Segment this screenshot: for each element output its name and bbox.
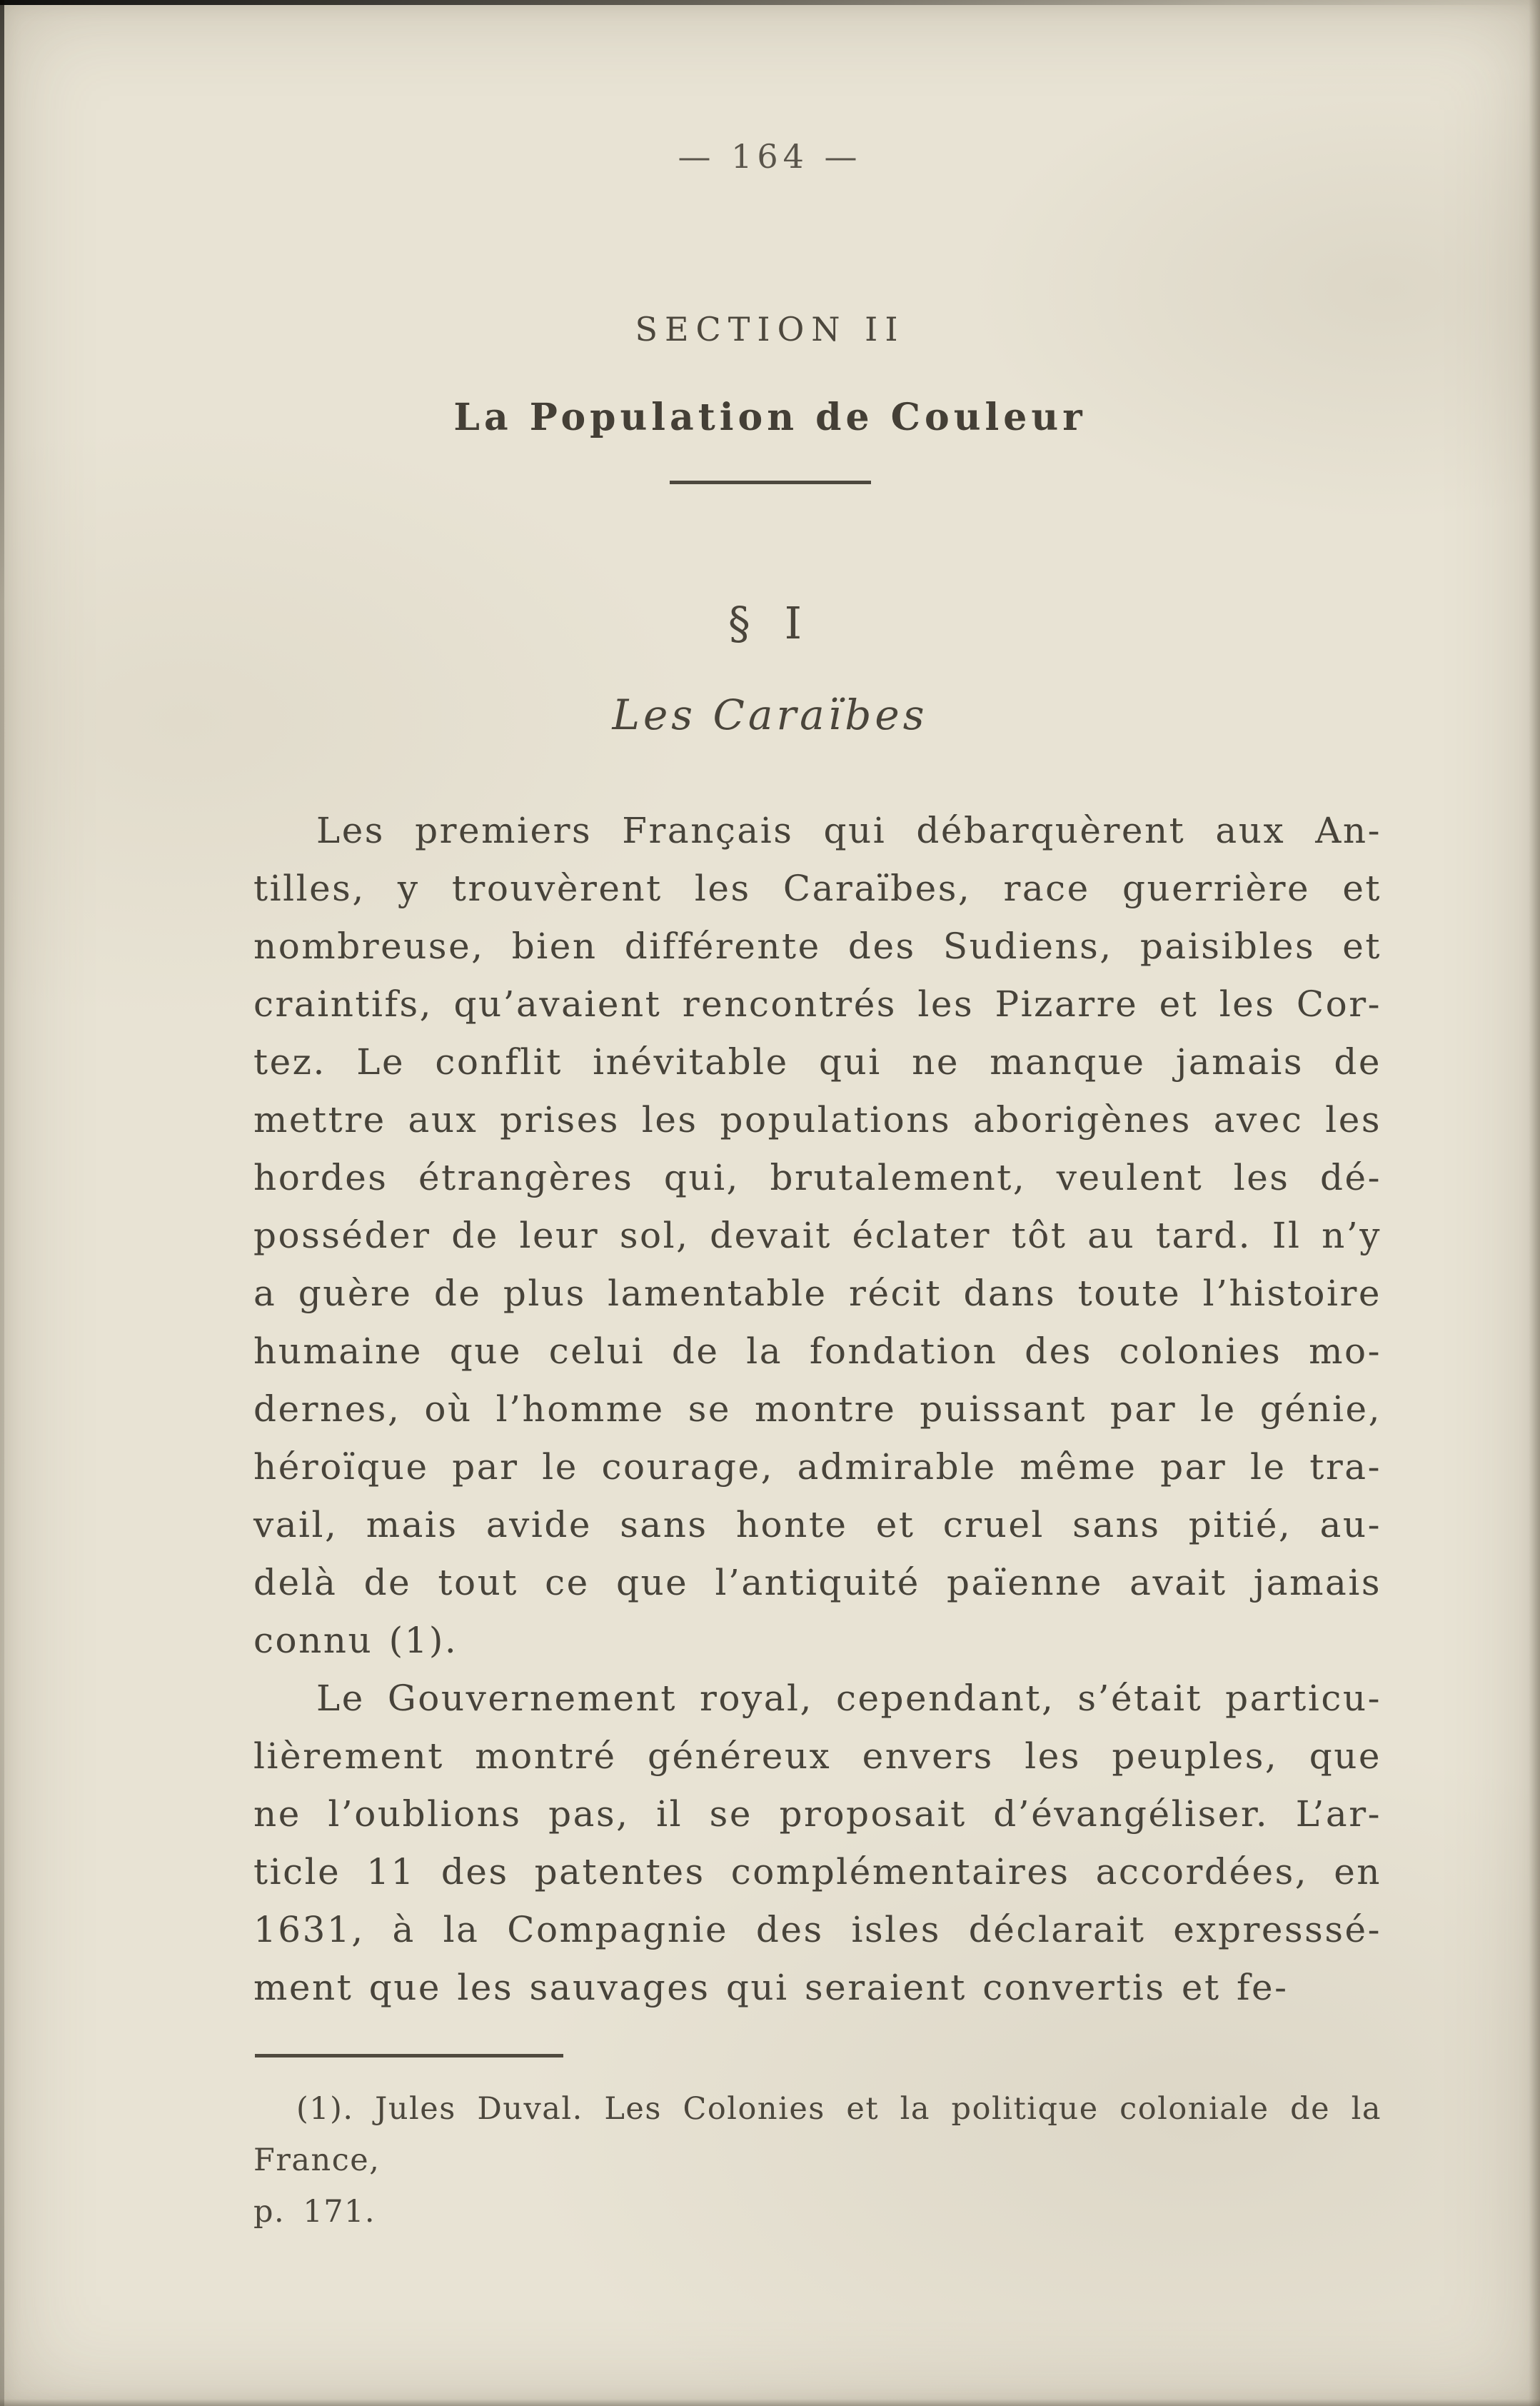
text-line: mettre aux prises les populations aborigènes avec les <box>253 1099 1382 1141</box>
text-line: ment que les sauvages qui seraient convertis et fe- <box>253 1967 1289 2008</box>
text-line: hordes étrangères qui, brutalement, veulent les dé- <box>253 1157 1382 1198</box>
text-line: tilles, y trouvèrent les Caraïbes, race guerrière et <box>253 868 1382 909</box>
subtitle: Les Caraïbes <box>612 691 928 739</box>
text-line: Le Gouvernement royal, cependant, s’était particu- <box>316 1678 1382 1719</box>
body-text <box>0 802 1540 2017</box>
title-divider-rule <box>670 481 871 484</box>
paragraph-1 <box>253 802 1382 1670</box>
paragraph-2 <box>253 1670 1382 2017</box>
text-line: a guère de plus lamentable récit dans toute l’histoire <box>253 1273 1382 1314</box>
scan-artifact-bottom-edge <box>0 2399 1540 2406</box>
text-line: posséder de leur sol, devait éclater tôt au tard. Il n’y <box>253 1215 1382 1256</box>
text-line: craintifs, qu’avaient rencontrés les Pizarre et les Cor- <box>253 983 1382 1025</box>
scan-artifact-left-edge <box>0 0 4 2406</box>
text-line: vail, mais avide sans honte et cruel sans pitié, au- <box>253 1504 1382 1545</box>
scan-artifact-top-edge <box>0 0 1540 5</box>
text-line: humaine que celui de la fondation des colonies mo- <box>253 1330 1382 1372</box>
text-line: 1631, à la Compagnie des isles déclarait expresssé- <box>253 1909 1382 1950</box>
section-heading: SECTION II <box>635 310 905 349</box>
text-line: nombreuse, bien différente des Sudiens, paisibles et <box>253 926 1382 967</box>
text-line: p. 171. <box>253 2194 376 2230</box>
scan-artifact-right-edge <box>1529 0 1540 2406</box>
text-line: dernes, où l’homme se montre puissant par le génie, <box>253 1388 1382 1430</box>
paragraph-section-mark: § I <box>728 597 812 649</box>
text-line: delà de tout ce que l’antiquité païenne avait jamais <box>253 1562 1382 1603</box>
text-line: héroïque par le courage, admirable même par le tra- <box>253 1446 1382 1488</box>
text-line: (1). Jules Duval. Les Colonies et la politique coloniale de la France, <box>253 2091 1382 2178</box>
text-line: ne l’oublions pas, il se proposait d’évangéliser. L’ar- <box>253 1793 1382 1835</box>
text-line: connu (1). <box>253 1620 458 1661</box>
chapter-title: La Population de Couleur <box>453 396 1087 439</box>
text-line: lièrement montré généreux envers les peuples, que <box>253 1735 1382 1777</box>
footnote-divider-rule <box>255 2054 563 2057</box>
text-line: ticle 11 des patentes complémentaires accordées, en <box>253 1851 1382 1893</box>
footnote <box>0 2083 1540 2237</box>
text-line: tez. Le conflit inévitable qui ne manque jamais de <box>253 1041 1382 1083</box>
page-number: — 164 — <box>678 137 862 176</box>
text-line: Les premiers Français qui débarquèrent aux An- <box>316 810 1382 851</box>
